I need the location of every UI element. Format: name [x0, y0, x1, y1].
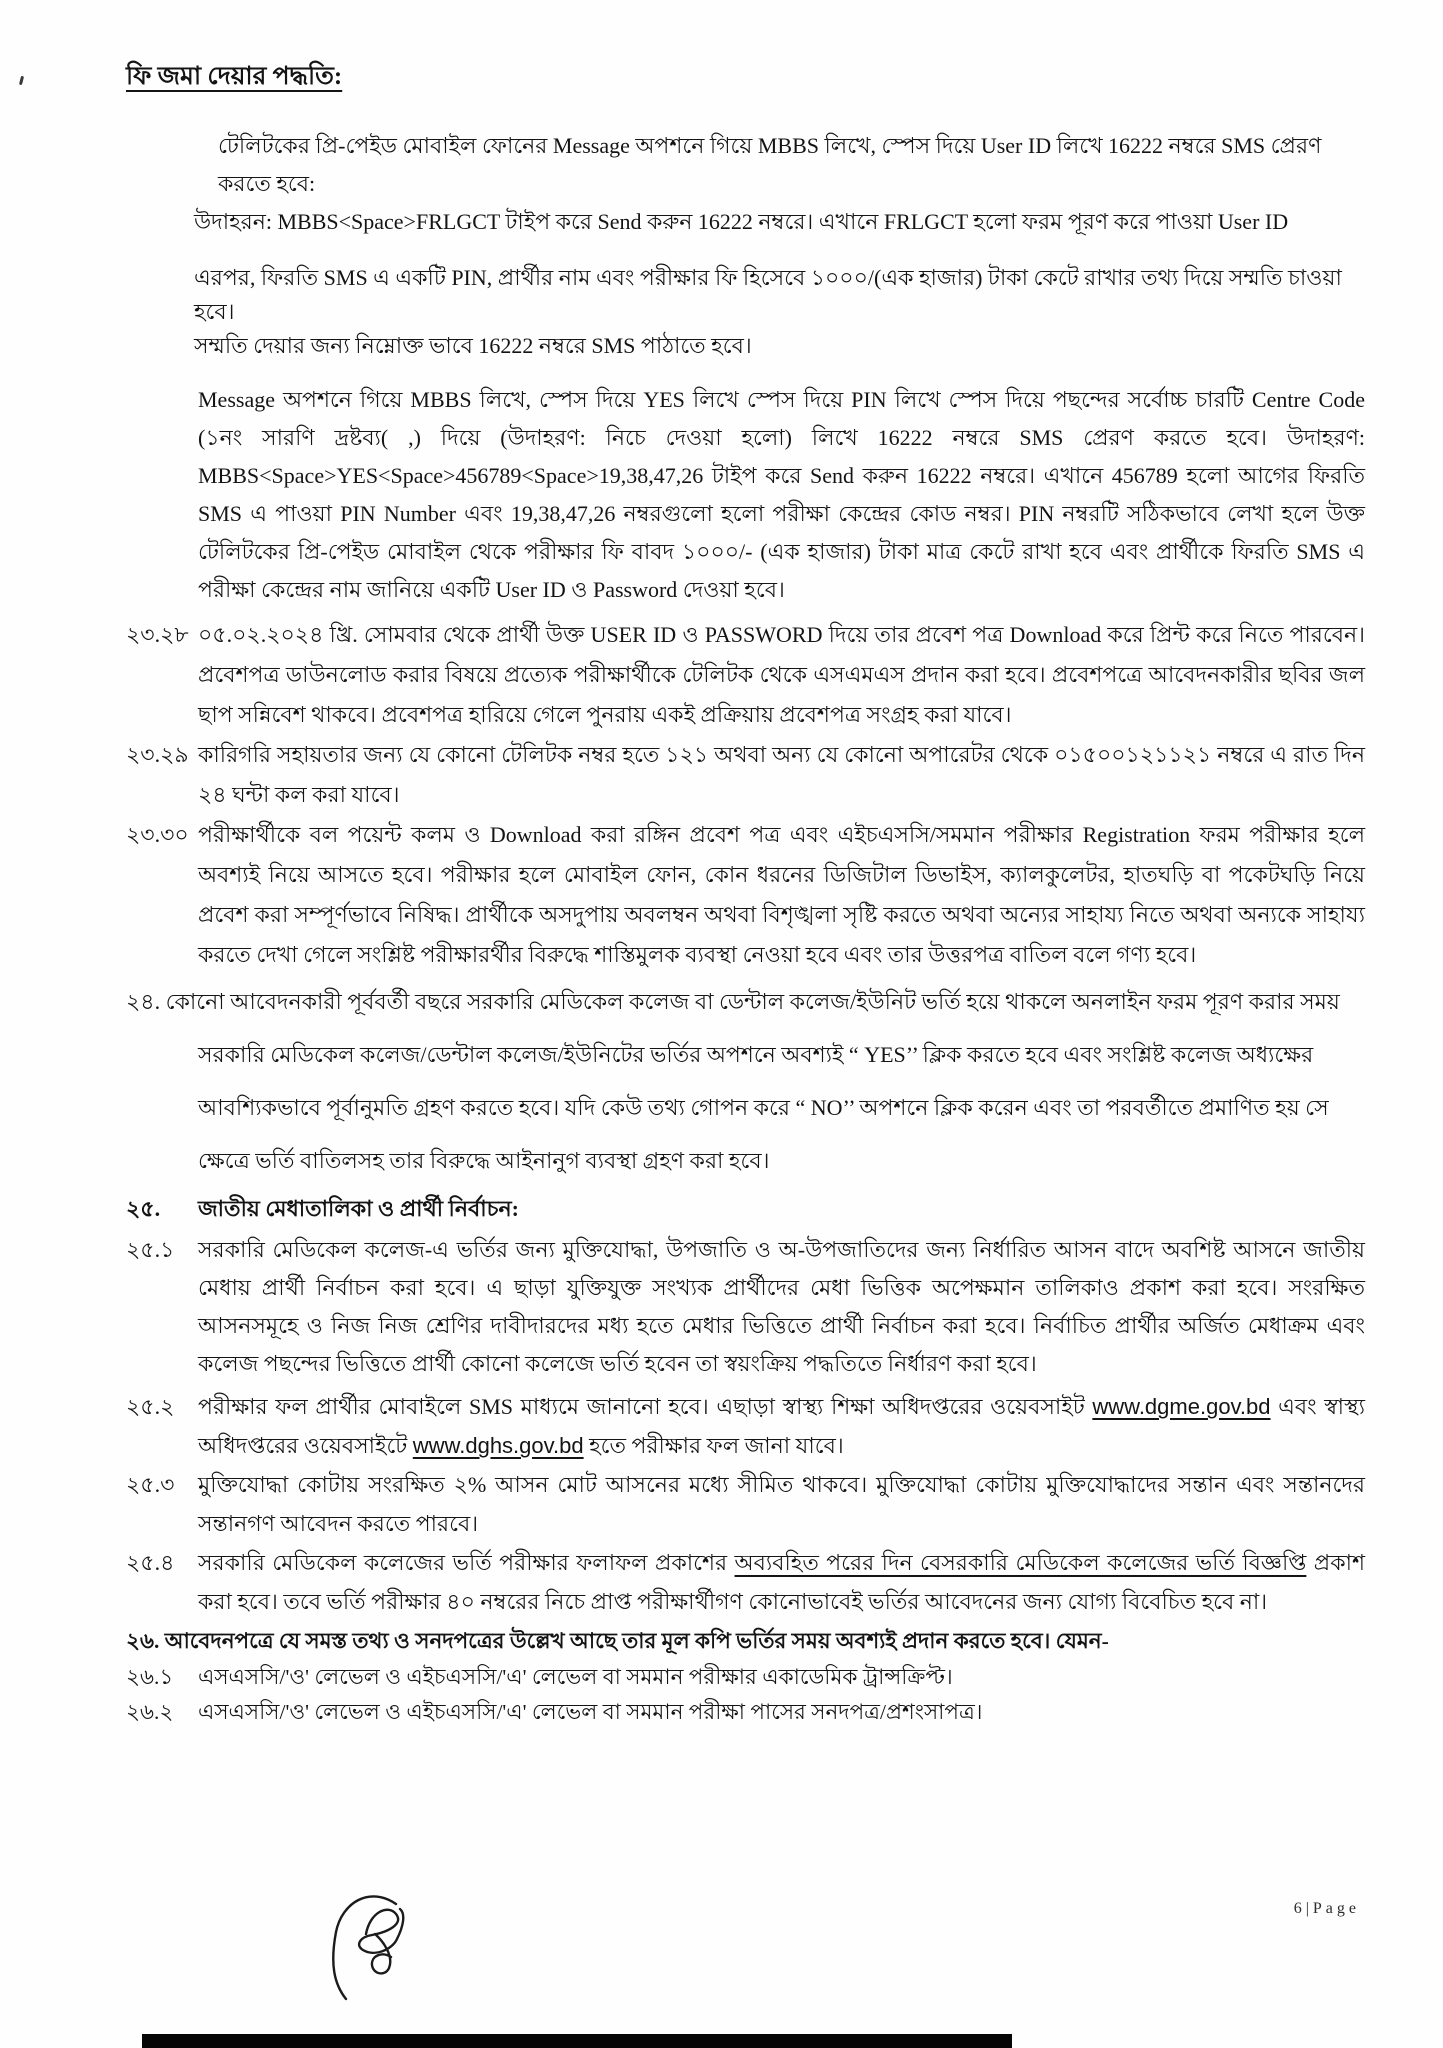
- section-number: ২৬.২: [126, 1700, 174, 1724]
- section-number: ২৫.১: [126, 1237, 175, 1262]
- section-number: ২৬.১: [126, 1665, 174, 1689]
- page-number: 6|Page: [1293, 1900, 1360, 1917]
- section-text: কারিগরি সহায়তার জন্য যে কোনো টেলিটক নম্বর হতে ১২১ অথবা অন্য যে কোনো অপারেটর থেকে ০১৫০০১২১১২১ নম্বরে এ রাত দিন ২৪ ঘন্টা কল করা যাবে।: [198, 742, 1365, 807]
- section-number: ২৫.৪: [126, 1550, 175, 1575]
- section-26-2: [126, 1695, 1365, 1730]
- intro-paragraph-yes-sms: Message অপশনে গিয়ে MBBS লিখে, স্পেস দিয়ে YES লিখে স্পেস দিয়ে PIN লিখে স্পেস দিয়ে পছন্দের সর্বোচ্চ চারটি Centre Code (১নং সারণি দ্রষ্টব্য( ,) দিয়ে (উদাহরণ: নিচে দেওয়া হলো) লিখে 16222 নম্বরে SMS প্রেরণ করতে হবে। উদাহরণ: MBBS<Space>YES<Space>456789<Space>19,38,47,26 টাইপ করে Send করুন 16222 নম্বরে। এখানে 456789 হলো আগের ফিরতি SMS এ পাওয়া PIN Number এবং 19,38,47,26 নম্বরগুলো হলো পরীক্ষা কেন্দ্রের কোড নম্বর। PIN নম্বরটি সঠিকভাবে লেখা হলে উক্ত টেলিটকের প্রি-পেইড মোবাইল থেকে পরীক্ষার ফি বাবদ ১০০০/- (এক হাজার) টাকা মাত্র কেটে রাখা হবে এবং প্রার্থীকে ফিরতি SMS এ পরীক্ষা কেন্দ্রের নাম জানিয়ে একটি User ID ও Password দেওয়া হবে।: [198, 387, 1365, 602]
- section-25-heading: [126, 1187, 1365, 1231]
- section-number: ২৩.২৮: [126, 622, 189, 647]
- section-number: ২৩.২৯: [126, 742, 189, 767]
- result-known-text: হতে পরীক্ষার ফল জানা যাবে।: [583, 1433, 844, 1458]
- section-text: [198, 1394, 1365, 1458]
- section-number: ২৫.২: [126, 1394, 175, 1419]
- min-marks-text: প্রকাশ করা হবে। তবে ভর্তি পরীক্ষার ৪০ নম্বরের নিচে প্রাপ্ত পরীক্ষার্থীগণ কোনোভাবেই ভর্তির আবেদনের জন্য যোগ্য বিবেচিত হবে না।: [198, 1550, 1366, 1614]
- section-25-2: [126, 1387, 1365, 1465]
- scan-artifact-bar: [142, 2034, 1012, 2048]
- signature-scribble: [320, 1888, 420, 2003]
- section-25-1: [126, 1231, 1365, 1383]
- section-23-30: [126, 815, 1365, 975]
- section-text: ০৫.০২.২০২৪ খ্রি. সোমবার থেকে প্রার্থী উক্ত USER ID ও PASSWORD দিয়ে তার প্রবেশ পত্র Download করে প্রিন্ট করে নিতে পারবেন। প্রবেশপত্র ডাউনলোড করার বিষয়ে প্রত্যেক পরীক্ষার্থীকে টেলিটক থেকে এসএমএস প্রদান করা হবে। প্রবেশপত্রে আবেদনকারীর ছবির জল ছাপ সন্নিবেশ থাকবে। প্রবেশপত্র হারিয়ে গেলে পুনরায় একই প্রক্রিয়ায় প্রবেশপত্র সংগ্রহ করা যাবে।: [198, 622, 1365, 727]
- section-number: ২৬.: [126, 1629, 160, 1653]
- and-website-text: এবং স্বাস্থ্য অধিদপ্তরের ওয়েবসাইটে: [198, 1394, 1365, 1458]
- section-number: ২৫.৩: [126, 1472, 175, 1497]
- section-text: এসএসসি/'ও' লেভেল ও এইচএসসি/'এ' লেভেল বা সমমান পরীক্ষার একাডেমিক ট্রান্সক্রিপ্ট।: [198, 1665, 953, 1689]
- section-26-1: [126, 1660, 1365, 1695]
- intro-paragraph-pin-info: [126, 261, 1365, 363]
- pin-return-sms-text: এরপর, ফিরতি SMS এ একটি PIN, প্রার্থীর নাম এবং পরীক্ষার ফি হিসেবে ১০০০/(এক হাজার) টাকা কেটে রাখার তথ্য দিয়ে সম্মতি চাওয়া হবে।: [194, 265, 1342, 324]
- section-text: কোনো আবেদনকারী পূর্ববর্তী বছরে সরকারি মেডিকেল কলেজ বা ডেন্টাল কলেজ/ইউনিট ভর্তি হয়ে থাকলে অনলাইন ফরম পূরণ করার সময় সরকারি মেডিকেল কলেজ/ডেন্টাল কলেজ/ইউনিটের ভর্তির অপশনে অবশ্যই “ YES’’ ক্লিক করতে হবে এবং সংশ্লিষ্ট কলেজ অধ্যক্ষের আবশ্যিকভাবে পূর্বানুমতি গ্রহণ করতে হবে। যদি কেউ তথ্য গোপন করে “ NO’’ অপশনে ক্লিক করেন এবং তা পরবর্তীতে প্রমাণিত হয় সে ক্ষেত্রে ভর্তি বাতিলসহ তার বিরুদ্ধে আইনানুগ ব্যবস্থা গ্রহণ করা হবে।: [160, 989, 1340, 1173]
- dghs-website-link: www.dghs.gov.bd: [412, 1433, 584, 1458]
- section-number: ২৪.: [126, 989, 161, 1014]
- section-number: ২৫.: [126, 1196, 161, 1221]
- section-26: [126, 1622, 1365, 1660]
- section-text: এসএসসি/'ও' লেভেল ও এইচএসসি/'এ' লেভেল বা সমমান পরীক্ষা পাসের সনদপত্র/প্রশংসাপত্র।: [198, 1700, 983, 1724]
- intro-paragraph-sms-step1: টেলিটকের প্রি-পেইড মোবাইল ফোনের Message অপশনে গিয়ে MBBS লিখে, স্পেস দিয়ে User ID লিখে 16222 নম্বরে SMS প্রেরণ করতে হবে:: [218, 133, 1322, 196]
- section-23-29: [126, 735, 1365, 815]
- fee-deposit-heading: ফি জমা দেয়ার পদ্ধতি:: [126, 63, 343, 90]
- intro-paragraph-example1: উদাহরন: MBBS<Space>FRLGCT টাইপ করে Send করুন 16222 নম্বরে। এখানে FRLGCT হলো ফরম পূরণ করে পাওয়া User ID: [194, 209, 1289, 234]
- section-text: পরীক্ষার্থীকে বল পয়েন্ট কলম ও Download করা রঙ্গিন প্রবেশ পত্র এবং এইচএসসি/সমমান পরীক্ষার Registration ফরম পরীক্ষার হলে অবশ্যই নিয়ে আসতে হবে। পরীক্ষার হলে মোবাইল ফোন, কোন ধরনের ডিজিটাল ডিভাইস, ক্যালকুলেটর, হাতঘড়ি বা পকেটঘড়ি নিয়ে প্রবেশ করা সম্পূর্ণভাবে নিষিদ্ধ। প্রার্থীকে অসদুপায় অবলম্বন অথবা বিশৃঙ্খলা সৃষ্টি করতে অথবা অন্যের সাহায্য নিতে অথবা অন্যকে সাহায্য করতে দেখা গেলে সংশ্লিষ্ট পরীক্ষারর্থীর বিরুদ্ধে শাস্তিমুলক ব্যবস্থা নেওয়া হবে এবং তার উত্তরপত্র বাতিল বলে গণ্য হবে।: [198, 822, 1365, 967]
- section-23-28: [126, 615, 1365, 735]
- dgme-website-link: www.dgme.gov.bd: [1092, 1394, 1271, 1419]
- result-publish-text: সরকারি মেডিকেল কলেজের ভর্তি পরীক্ষার ফলাফল প্রকাশের: [198, 1550, 735, 1575]
- result-sms-text: পরীক্ষার ফল প্রার্থীর মোবাইলে SMS মাধ্যমে জানানো হবে। এছাড়া স্বাস্থ্য শিক্ষা অধিদপ্তরের ওয়েবসাইট: [198, 1394, 1093, 1419]
- section-text: মুক্তিযোদ্ধা কোটায় সংরক্ষিত ২% আসন মোট আসনের মধ্যে সীমিত থাকবে। মুক্তিযোদ্ধা কোটায় মুক্তিযোদ্ধাদের সন্তান এবং সন্তানদের সন্তানগণ আবেদন করতে পারবে।: [198, 1472, 1365, 1536]
- section-25-3: [126, 1465, 1365, 1543]
- section-text: আবেদনপত্রে যে সমস্ত তথ্য ও সনদপত্রের উল্লেখ আছে তার মূল কপি ভর্তির সময় অবশ্যই প্রদান করতে হবে। যেমন-: [159, 1629, 1109, 1653]
- section-text: [198, 1550, 1365, 1614]
- private-college-notice-underlined: অব্যবহিত পরের দিন বেসরকারি মেডিকেল কলেজের ভর্তি বিজ্ঞপ্তি: [734, 1550, 1307, 1575]
- section-text: সরকারি মেডিকেল কলেজ-এ ভর্তির জন্য মুক্তিযোদ্ধা, উপজাতি ও অ-উপজাতিদের জন্য নির্ধারিত আসন বাদে অবশিষ্ট আসনে জাতীয় মেধায় প্রার্থী নির্বাচন করা হবে। এ ছাড়া যুক্তিযুক্ত সংখ্যক প্রার্থীদের মেধা ভিত্তিক অপেক্ষমান তালিকাও প্রকাশ করা হবে। সংরক্ষিত আসনসমূহে ও নিজ নিজ শ্রেণির দাবীদারদের মধ্য হতে মেধার ভিত্তিতে প্রার্থী নির্বাচন করা হবে। নির্বাচিত প্রার্থীর অর্জিত মেধাক্রম এবং কলেজ পছন্দের ভিত্তিতে প্রার্থী কোনো কলেজে ভর্তি হবেন তা স্বয়ংক্রিয় পদ্ধতিতে নির্ধারণ করা হবে।: [198, 1237, 1365, 1376]
- consent-sms-text: সম্মতি দেয়ার জন্য নিম্নোক্ত ভাবে 16222 নম্বরে SMS পাঠাতে হবে।: [194, 333, 752, 358]
- section-number: ২৩.৩০: [126, 822, 189, 847]
- section-25-4: [126, 1543, 1365, 1621]
- section-title: জাতীয় মেধাতালিকা ও প্রার্থী নির্বাচন:: [198, 1196, 519, 1221]
- section-24: [126, 975, 1365, 1187]
